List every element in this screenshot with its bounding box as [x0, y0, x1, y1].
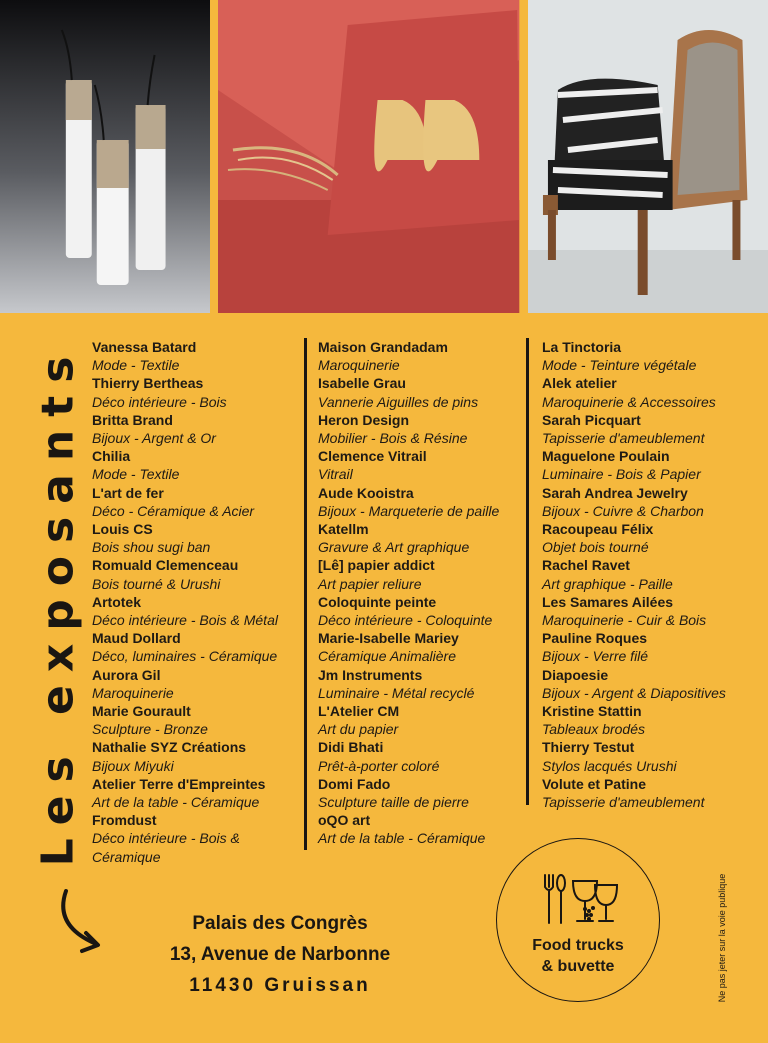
- exhibitor-entry: [542, 520, 762, 556]
- exhibitor-category: Tapisserie d'ameublement: [542, 794, 705, 811]
- exhibitor-entry: [318, 411, 528, 447]
- exhibitor-name: Aurora Gil: [92, 666, 161, 683]
- exhibitor-category: Bois tourné & Urushi: [92, 575, 221, 592]
- exhibitor-category: Maroquinerie: [92, 684, 174, 701]
- exhibitor-name: Chilia: [92, 448, 131, 465]
- exhibitor-entry: [542, 738, 762, 774]
- exhibitor-name: Maguelone Poulain: [542, 448, 670, 465]
- exhibitor-category: Tableaux brodés: [542, 721, 646, 738]
- exhibitor-name: Rachel Ravet: [542, 557, 630, 574]
- address-venue: Palais des Congrès: [192, 913, 368, 934]
- exhibitor-entry: [318, 374, 528, 410]
- exhibitor-entry: [318, 338, 528, 374]
- exhibitor-name: Atelier Terre d'Empreintes: [92, 775, 266, 792]
- exhibitor-category: Art du papier: [318, 721, 399, 738]
- exhibitor-entry: [92, 374, 304, 410]
- exhibitor-column-1: [92, 338, 304, 866]
- exhibitor-entry: [318, 593, 528, 629]
- exhibitor-category: Mode - Teinture végétale: [542, 357, 697, 374]
- exhibitor-name: Sarah Andrea Jewelry: [542, 484, 688, 501]
- exhibitor-entry: [318, 738, 528, 774]
- exhibitor-entry: [318, 811, 528, 847]
- exhibitor-entry: [542, 338, 762, 374]
- exhibitor-category: Vannerie Aiguilles de pins: [318, 393, 479, 410]
- exhibitor-category: Bijoux - Verre filé: [542, 648, 649, 665]
- exhibitor-name: Diapoesie: [542, 666, 609, 683]
- exhibitor-name: Maison Grandadam: [318, 339, 448, 355]
- venue-address: [130, 908, 430, 1001]
- buvette-label: & buvette: [541, 958, 615, 975]
- exhibitor-category: Déco intérieure - Bois & Céramique: [92, 830, 240, 865]
- exhibitor-name: Thierry Bertheas: [92, 375, 204, 392]
- exhibitor-entry: [318, 556, 528, 592]
- exhibitor-name: Aude Kooistra: [318, 484, 414, 501]
- exhibitor-category: Prêt-à-porter coloré: [318, 757, 440, 774]
- page-title: [28, 342, 88, 867]
- notice-text: Ne pas jeter sur la voie publique: [717, 873, 727, 1003]
- address-street: 13, Avenue de Narbonne: [169, 944, 391, 965]
- exhibitor-name: Jm Instruments: [318, 666, 423, 683]
- exhibitor-entry: [542, 556, 762, 592]
- exhibitor-entry: [542, 484, 762, 520]
- exhibitor-name: Vanessa Batard: [92, 339, 197, 355]
- exhibitor-name: Louis CS: [92, 521, 153, 538]
- exhibitor-category: Bijoux - Argent & Diapositives: [542, 684, 726, 701]
- exhibitor-category: Céramique Animalière: [318, 648, 456, 665]
- exhibitor-name: Racoupeau Félix: [542, 521, 654, 538]
- exhibitor-category: Bijoux - Argent & Or: [92, 430, 216, 447]
- exhibitor-category: Luminaire - Métal recyclé: [318, 684, 475, 701]
- exhibitor-name: Maud Dollard: [92, 630, 181, 647]
- exhibitor-entry: [318, 702, 528, 738]
- exhibitor-category: Bijoux - Cuivre & Charbon: [542, 502, 704, 519]
- exhibitor-category: Art papier reliure: [318, 575, 422, 592]
- exhibitor-entry: [92, 629, 304, 665]
- exhibitor-category: Déco intérieure - Coloquinte: [318, 612, 493, 629]
- exhibitor-name: Sarah Picquart: [542, 411, 641, 428]
- exhibitor-entry: [542, 702, 762, 738]
- address-city: 11430 Gruissan: [189, 975, 371, 996]
- exhibitor-name: Britta Brand: [92, 411, 173, 428]
- exhibitor-entry: [92, 520, 304, 556]
- exhibitor-name: Katellm: [318, 521, 369, 538]
- exhibitor-entry: [92, 338, 304, 374]
- exhibitor-entry: [542, 666, 762, 702]
- exhibitor-entry: [318, 666, 528, 702]
- exhibitor-entry: [92, 811, 304, 866]
- photo-earrings: [218, 0, 519, 313]
- exhibitor-category: Déco intérieure - Bois: [92, 393, 227, 410]
- exhibitor-name: L'Atelier CM: [318, 703, 400, 720]
- photo-ceramic-vases: [0, 0, 210, 313]
- exhibitor-category: Maroquinerie - Cuir & Bois: [542, 612, 707, 629]
- column-divider: [526, 338, 529, 805]
- photo-strip: [0, 0, 768, 313]
- exhibitor-entry: [92, 738, 304, 774]
- exhibitor-category: Stylos lacqués Urushi: [542, 757, 677, 774]
- exhibitor-category: Objet bois tourné: [542, 539, 649, 556]
- exhibitor-entry: [92, 702, 304, 738]
- exhibitor-name: Thierry Testut: [542, 739, 635, 756]
- exhibitor-column-3: [542, 338, 762, 811]
- exhibitor-name: Marie-Isabelle Mariey: [318, 630, 459, 647]
- exhibitor-category: Art de la table - Céramique: [318, 830, 486, 847]
- exhibitor-name: Fromdust: [92, 812, 157, 829]
- exhibitor-name: Clemence Vitrail: [318, 448, 427, 465]
- exhibitor-category: Tapisserie d'ameublement: [542, 430, 705, 447]
- food-trucks-label: Food trucks: [532, 937, 624, 954]
- exhibitor-entry: [318, 484, 528, 520]
- column-divider: [304, 338, 307, 850]
- curved-arrow-icon: [52, 885, 116, 965]
- food-trucks-badge: [496, 838, 660, 1002]
- exhibitor-entry: [542, 775, 762, 811]
- exhibitor-name: Alek atelier: [542, 375, 617, 392]
- exhibitor-name: Coloquinte peinte: [318, 593, 437, 610]
- exhibitor-category: Gravure & Art graphique: [318, 539, 470, 556]
- photo-armchair: [528, 0, 768, 313]
- exhibitor-category: Maroquinerie: [318, 357, 400, 374]
- exhibitor-category: Mobilier - Bois & Résine: [318, 430, 468, 447]
- exhibitor-category: Mode - Textile: [92, 466, 180, 483]
- exhibitor-category: Art de la table - Céramique: [92, 794, 260, 811]
- exhibitor-name: L'art de fer: [92, 484, 164, 501]
- exhibitor-category: Bijoux Miyuki: [92, 757, 174, 774]
- exhibitor-name: Marie Gourault: [92, 703, 191, 720]
- exhibitor-category: Maroquinerie & Accessoires: [542, 393, 716, 410]
- exhibitor-name: La Tinctoria: [542, 339, 622, 355]
- exhibitor-name: Heron Design: [318, 411, 410, 428]
- exhibitor-entry: [542, 447, 762, 483]
- exhibitor-name: Les Samares Ailées: [542, 593, 674, 610]
- exhibitor-name: Domi Fado: [318, 775, 391, 792]
- exhibitor-entry: [542, 411, 762, 447]
- exhibitor-entry: [318, 520, 528, 556]
- exhibitor-entry: [92, 775, 304, 811]
- exhibitor-entry: [318, 629, 528, 665]
- exhibitor-category: Sculpture - Bronze: [92, 721, 208, 738]
- exhibitor-name: Volute et Patine: [542, 775, 646, 792]
- exhibitor-category: Luminaire - Bois & Papier: [542, 466, 701, 483]
- exhibitor-entry: [92, 593, 304, 629]
- exhibitor-category: Bois shou sugi ban: [92, 539, 211, 556]
- exhibitor-entry: [542, 629, 762, 665]
- exhibitor-entry: [92, 447, 304, 483]
- title-text: Les exposants: [32, 343, 84, 866]
- exhibitor-name: Didi Bhati: [318, 739, 384, 756]
- exhibitor-name: Isabelle Grau: [318, 375, 406, 392]
- exhibitor-entry: [92, 411, 304, 447]
- exhibitor-entry: [92, 666, 304, 702]
- cutlery-and-wine-glasses-icon: [539, 871, 621, 927]
- exhibitor-name: Nathalie SYZ Créations: [92, 739, 247, 756]
- exhibitor-column-2: [318, 338, 528, 848]
- exhibitor-entry: [542, 374, 762, 410]
- exhibitor-name: Kristine Stattin: [542, 703, 642, 720]
- exhibitor-category: Vitrail: [318, 466, 353, 483]
- exhibitor-name: Artotek: [92, 593, 142, 610]
- exhibitor-category: Sculpture taille de pierre: [318, 794, 469, 811]
- exhibitor-category: Bijoux - Marqueterie de paille: [318, 502, 500, 519]
- exhibitor-entry: [92, 484, 304, 520]
- exhibitor-category: Art graphique - Paille: [542, 575, 673, 592]
- exhibitor-category: Déco intérieure - Bois & Métal: [92, 612, 278, 629]
- exhibitor-entry: [542, 593, 762, 629]
- exhibitor-category: Déco - Céramique & Acier: [92, 502, 255, 519]
- exhibitor-name: Romuald Clemenceau: [92, 557, 239, 574]
- exhibitor-name: [Lê] papier addict: [318, 557, 435, 574]
- exhibitor-name: oQO art: [318, 812, 371, 829]
- exhibitor-entry: [318, 775, 528, 811]
- disposal-notice: [716, 868, 728, 1008]
- exhibitor-entry: [92, 556, 304, 592]
- exhibitor-category: Mode - Textile: [92, 357, 180, 374]
- exhibitor-name: Pauline Roques: [542, 630, 648, 647]
- exhibitor-entry: [318, 447, 528, 483]
- exhibitor-category: Déco, luminaires - Céramique: [92, 648, 278, 665]
